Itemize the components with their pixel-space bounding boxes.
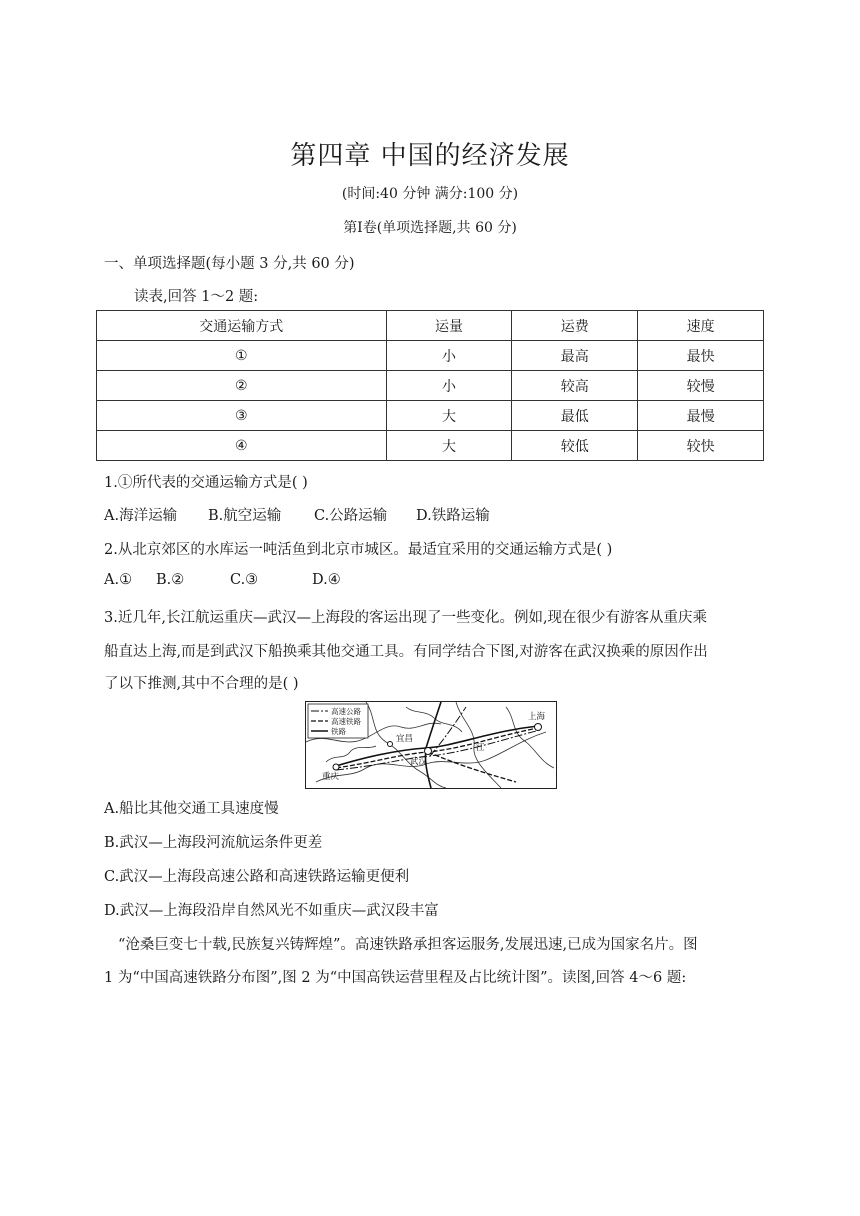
table-cell: 最快 [638,341,764,371]
legend-railway-label: 铁路 [331,727,346,736]
table-cell: 大 [386,401,512,431]
passage-line: 1 为“中国高速铁路分布图”,图 2 为“中国高铁运营里程及占比统计图”。读图,回答 4～6 题: [104,970,687,986]
table-header: 运费 [512,311,638,341]
table-row [97,431,764,461]
table-cell: 较快 [638,431,764,461]
table-header: 运量 [386,311,512,341]
question-2-stem: 2.从北京郊区的水库运一吨活鱼到北京市城区。最适宜采用的交通运输方式是( ) [104,542,613,558]
table-cell: ③ [97,401,387,431]
table-cell: ④ [97,431,387,461]
table-cell: 小 [386,341,512,371]
legend-high-speed-rail-label: 高速铁路 [331,717,361,726]
option-c[interactable]: C.公路运输 [314,508,388,524]
city-label-wuhan: 武汉 [410,757,428,767]
city-label-chongqing: 重庆 [322,772,340,782]
table-header-row [97,311,764,341]
table-cell: 小 [386,371,512,401]
table-cell: 最高 [512,341,638,371]
option-d[interactable]: D.铁路运输 [416,508,490,524]
question-3-option-b[interactable]: B.武汉—上海段河流航运条件更差 [104,835,323,851]
table-row [97,401,764,431]
volume-title: 第Ⅰ卷(单项选择题,共 60 分) [343,220,517,236]
city-label-yichang: 宜昌 [396,734,414,744]
option-b[interactable]: B.② [156,572,185,588]
question-1-options [104,504,490,525]
section-heading: 一、单项选择题(每小题 3 分,共 60 分) [104,256,355,272]
question-3-option-a[interactable]: A.船比其他交通工具速度慢 [104,801,279,817]
city-marker-wuhan [425,748,432,755]
option-b[interactable]: B.航空运输 [208,508,282,524]
city-marker-chongqing [333,764,339,770]
table-header: 速度 [638,311,764,341]
table-cell: 最低 [512,401,638,431]
option-a[interactable]: A.海洋运输 [104,508,178,524]
city-label-shanghai: 上海 [528,712,546,722]
table-cell: 较高 [512,371,638,401]
table-header: 交通运输方式 [97,311,387,341]
question-2-options [104,572,341,588]
chapter-title: 第四章 中国的经济发展 [290,141,570,171]
table-cell: 大 [386,431,512,461]
transport-table [96,310,764,461]
question-3-stem-line: 3.近几年,长江航运重庆—武汉—上海段的客运出现了一些变化。例如,现在很少有游客从重庆乘 [104,610,708,626]
table-cell: 较慢 [638,371,764,401]
option-d[interactable]: D.④ [312,572,341,588]
city-marker-shanghai [535,724,542,731]
table-cell: ② [97,371,387,401]
option-a[interactable]: A.① [104,572,133,588]
question-3-option-d[interactable]: D.武汉—上海段沿岸自然风光不如重庆—武汉段丰富 [104,903,439,919]
question-3-option-c[interactable]: C.武汉—上海段高速公路和高速铁路运输更便利 [104,869,410,885]
option-c[interactable]: C.③ [230,572,259,588]
question-3-stem-line: 船直达上海,而是到武汉下船换乘其他交通工具。有同学结合下图,对游客在武汉换乘的原因作出 [104,644,708,660]
transport-map-figure [305,701,557,789]
table-row [97,341,764,371]
table-cell: 最慢 [638,401,764,431]
question-3-stem-line: 了以下推测,其中不合理的是( ) [104,676,299,692]
legend-expressway-label: 高速公路 [331,707,361,716]
table-intro: 读表,回答 1～2 题: [134,289,259,305]
time-info: (时间:40 分钟 满分:100 分) [341,186,519,202]
table-row [97,371,764,401]
map-svg [306,702,556,788]
table-cell: ① [97,341,387,371]
question-1-stem: 1.①所代表的交通运输方式是( ) [104,475,308,491]
passage-line: “沧桑巨变七十载,民族复兴铸辉煌”。高速铁路承担客运服务,发展迅速,已成为国家名片。图 [118,937,698,953]
city-marker-yichang [388,742,393,747]
river-label: 江 [476,743,485,753]
table-cell: 较低 [512,431,638,461]
